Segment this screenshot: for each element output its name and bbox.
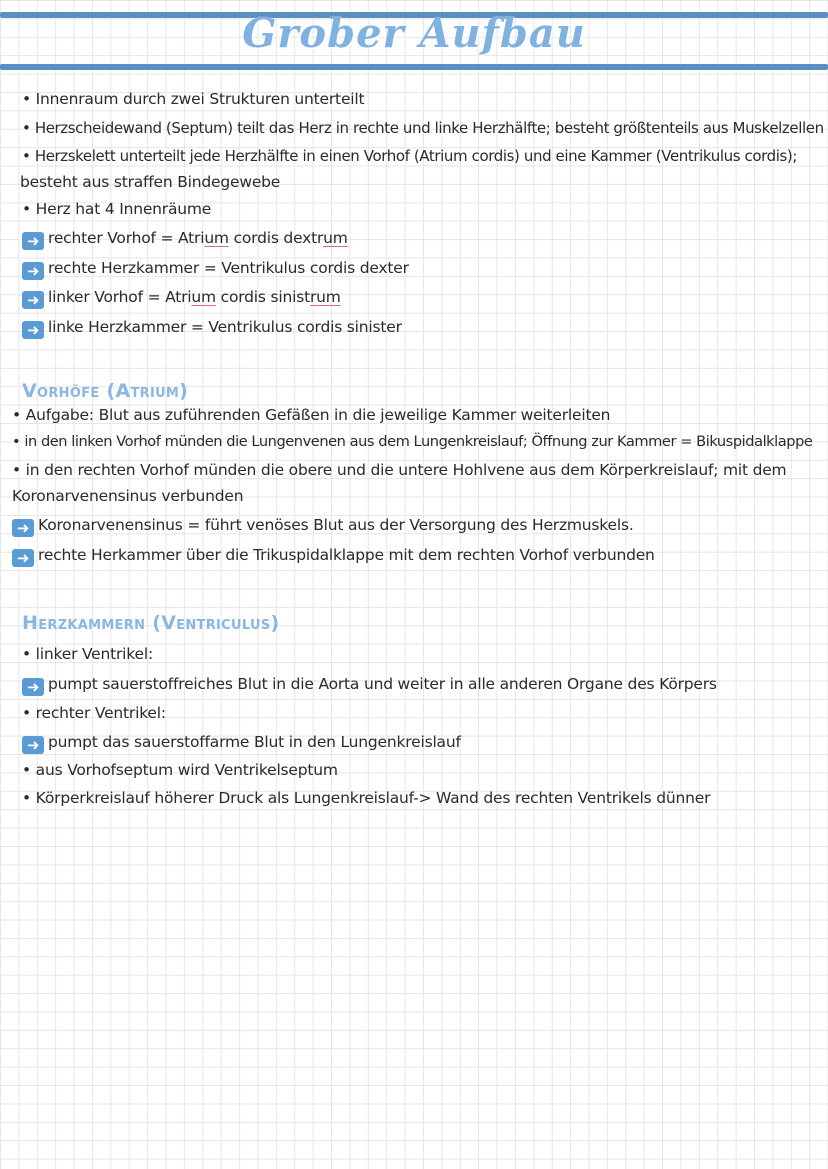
s1-arrow-3-text-b: cordis sinist [215,288,310,306]
arrow-right-icon: ➜ [22,678,44,696]
s3-line-2: • rechter Ventrikel: [22,704,166,722]
arrow-right-icon: ➜ [12,549,34,567]
arrow-right-icon: ➜ [22,262,44,280]
s2-line-3: • in den rechten Vorhof münden die obere und die untere Hohlvene aus dem Körperkreislauf; mit dem [12,461,787,479]
s2-line-1: • Aufgabe: Blut aus zuführenden Gefäßen in die jeweilige Kammer weiterleiten [12,406,611,424]
s3-line-3: • aus Vorhofseptum wird Ventrikelseptum [22,761,338,779]
arrow-right-icon: ➜ [22,736,44,754]
s3-arrow-1-text: pumpt sauerstoffreiches Blut in die Aorta und weiter in alle anderen Organe des Körpers [48,675,717,693]
s1-arrow-item-4 [22,317,402,339]
s2-arrow-item-2 [12,545,655,567]
s1-arrow-3-text-a: linker Vorhof = Atri [48,288,192,306]
s1-line-2: • Herzscheidewand (Septum) teilt das Herz in rechte und linke Herzhälfte; besteht größtenteils aus Muskelzellen [22,119,824,137]
arrow-right-icon: ➜ [22,232,44,250]
s1-arrow-2-text: rechte Herzkammer = Ventrikulus cordis dexter [48,259,409,277]
s2-line-4: Koronarvenensinus verbunden [12,487,244,505]
s1-line-1: • Innenraum durch zwei Strukturen unterteilt [22,90,365,108]
s1-line-4: besteht aus straffen Bindegewebe [20,173,281,191]
s1-arrow-item-2 [22,258,409,280]
s1-line-3: • Herzskelett unterteilt jede Herzhälfte in einen Vorhof (Atrium cordis) und eine Kammer (Ventrikulus cordis); [22,147,798,165]
s1-arrow-1-text-b: cordis dextr [228,229,324,247]
s3-arrow-2-text: pumpt das sauerstoffarme Blut in den Lungenkreislauf [48,733,461,751]
s1-arrow-3-underline-b: rum [309,288,341,306]
s3-line-1: • linker Ventrikel: [22,645,153,663]
s2-arrow-2-text: rechte Herkammer über die Trikuspidalklappe mit dem rechten Vorhof verbunden [38,546,655,564]
s2-line-2: • in den linken Vorhof münden die Lungenvenen aus dem Lungenkreislauf; Öffnung zur Kammer = Bikuspidalklappe [12,433,813,450]
s2-arrow-1-text: Koronarvenensinus = führt venöses Blut aus der Versorgung des Herzmuskels. [38,516,634,534]
section-heading-herzkammern: Herzkammern (Ventriculus) [22,612,280,634]
s1-arrow-3-underline-a: um [191,288,216,306]
s1-arrow-1-underline-a: um [204,229,229,247]
s2-arrow-item-1 [12,515,634,537]
arrow-right-icon: ➜ [22,291,44,309]
s1-arrow-item-3 [22,287,341,309]
s1-line-5: • Herz hat 4 Innenräume [22,200,212,218]
page-title: Grober Aufbau [242,10,586,57]
s3-arrow-item-2 [22,732,461,754]
s1-arrow-1-text-a: rechter Vorhof = Atri [48,229,205,247]
section-heading-vorhoefe: Vorhöfe (Atrium) [22,380,189,402]
s3-arrow-item-1 [22,674,717,696]
title-underline-rule [0,64,828,70]
s1-arrow-item-1 [22,228,348,250]
s3-line-4: • Körperkreislauf höherer Druck als Lungenkreislauf-> Wand des rechten Ventrikels dünner [22,789,711,807]
s1-arrow-4-text: linke Herzkammer = Ventrikulus cordis sinister [48,318,402,336]
arrow-right-icon: ➜ [12,519,34,537]
arrow-right-icon: ➜ [22,321,44,339]
s1-arrow-1-underline-b: um [323,229,348,247]
